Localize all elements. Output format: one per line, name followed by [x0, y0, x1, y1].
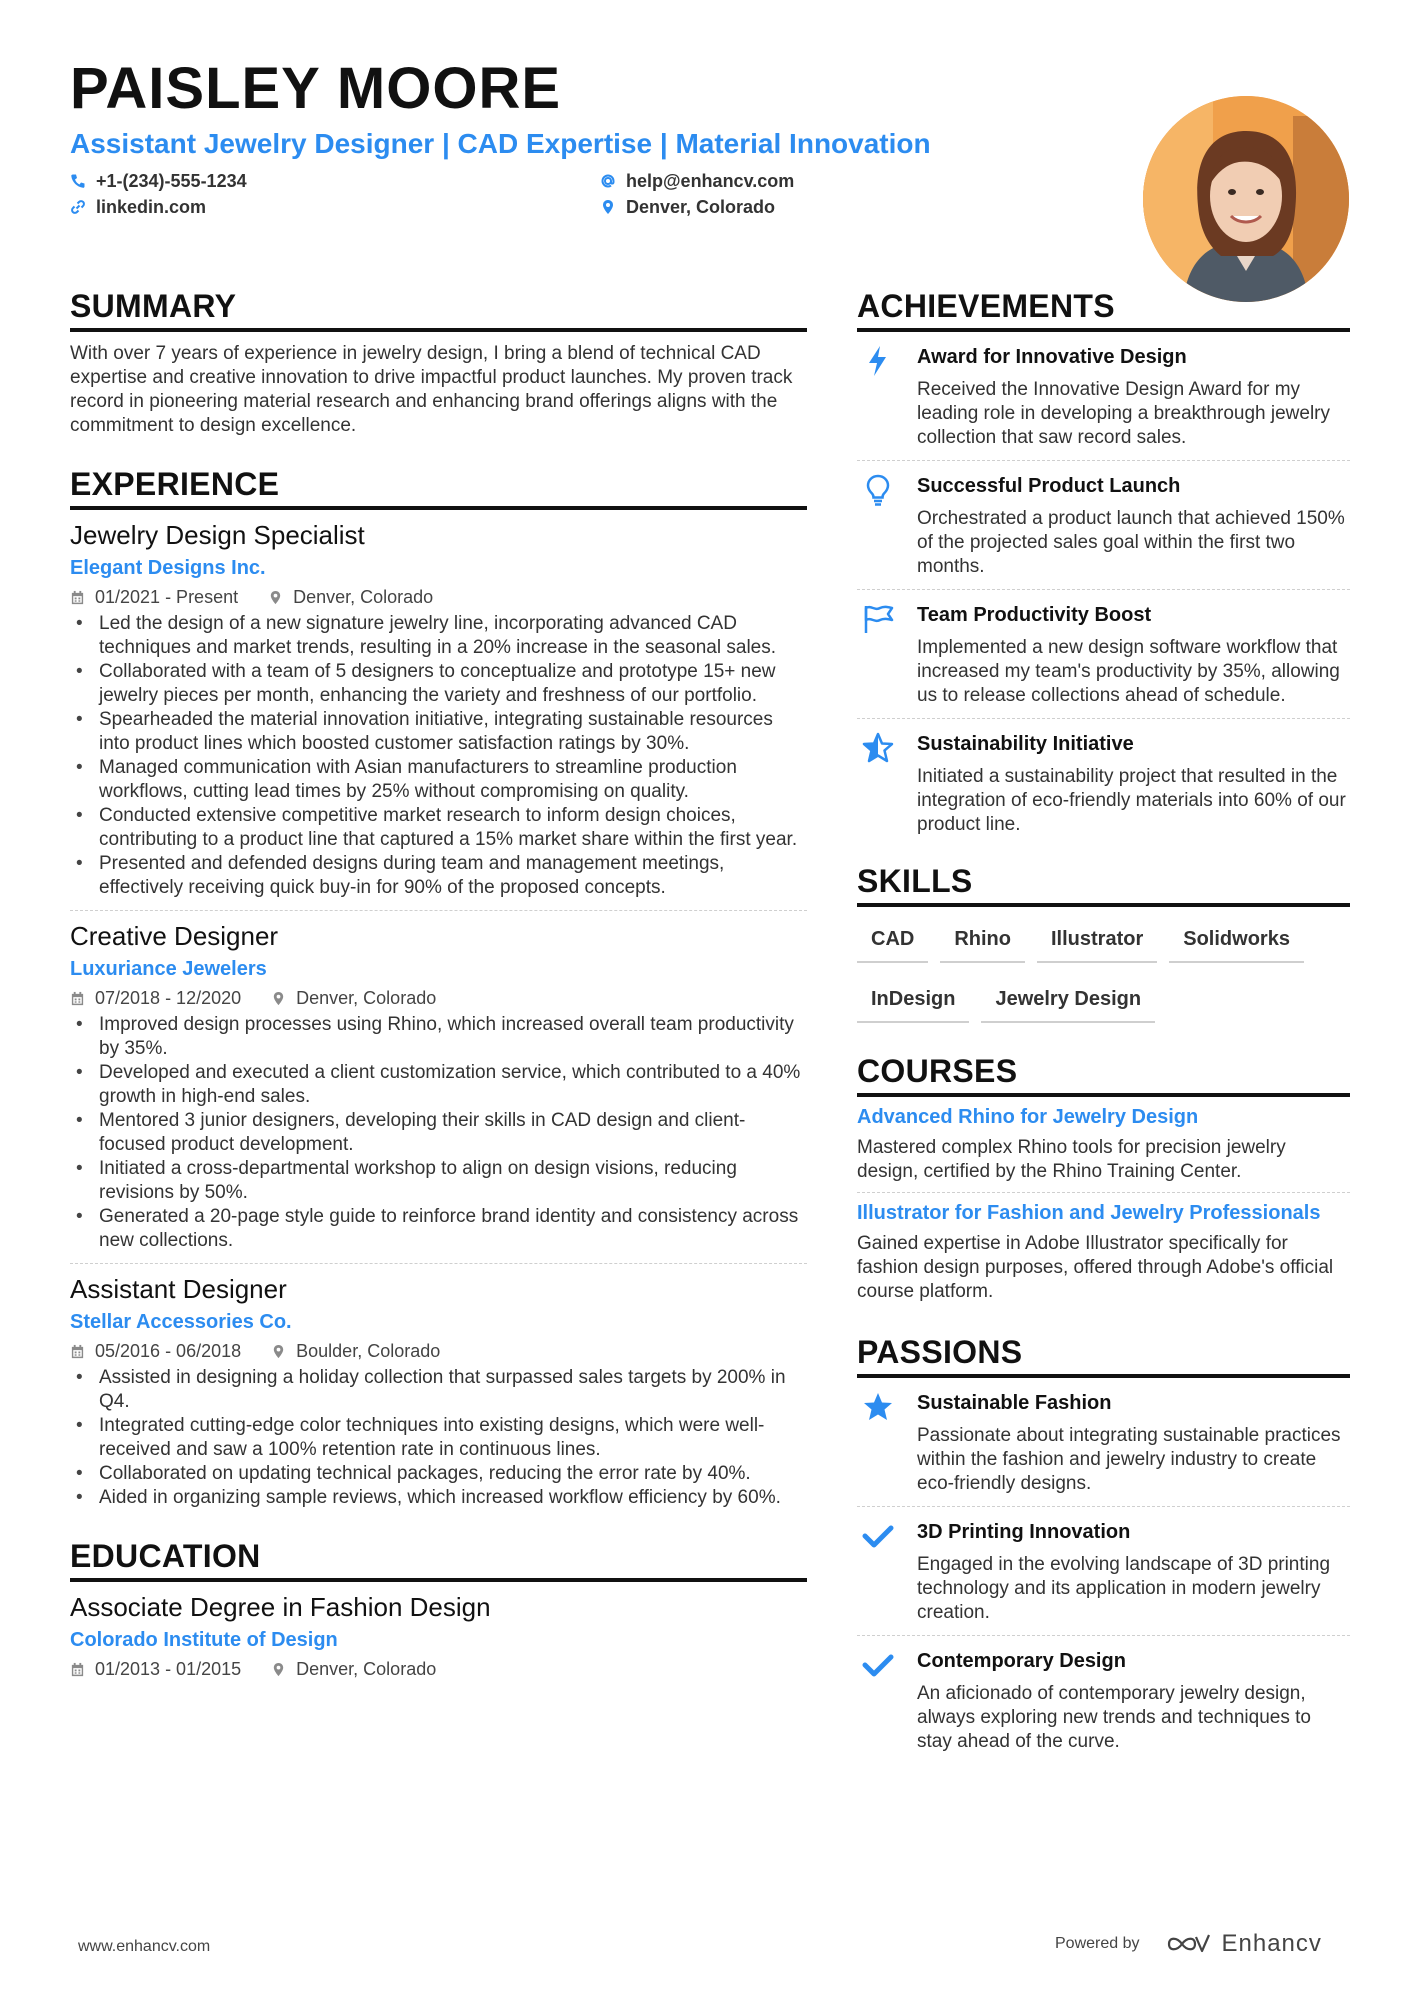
company-name: Stellar Accessories Co.	[70, 1311, 292, 1333]
job-title: Assistant Designer	[70, 1274, 287, 1304]
school-name: Colorado Institute of Design	[70, 1629, 338, 1651]
linkedin-text: linkedin.com	[96, 197, 207, 217]
brand-logo[interactable]	[1166, 1930, 1322, 1958]
passion-item	[857, 1636, 1350, 1764]
at-icon	[600, 173, 616, 189]
location-pin-icon	[271, 1662, 286, 1677]
job-dates	[70, 584, 238, 610]
location-pin-icon	[268, 590, 283, 605]
check-icon	[857, 1519, 917, 1625]
left-column	[70, 286, 807, 1692]
company-name: Elegant Designs Inc.	[70, 557, 266, 579]
experience-list	[70, 510, 807, 1520]
achievement-desc: Implemented a new design software workflow that increased my team's productivity by 35%, allowing us to release collections ahead of schedule.	[917, 637, 1340, 706]
bullet-item: • Collaborated on updating technical packages, reducing the error rate by 40%.	[70, 1462, 807, 1486]
contact-email[interactable]	[600, 168, 794, 194]
bullet-item: • Conducted extensive competitive market research to inform design choices, contributing to a product line that captured a 15% market share within the first year.	[70, 804, 807, 852]
resume-header	[70, 56, 1110, 224]
job-location	[268, 584, 433, 610]
job-title: Creative Designer	[70, 921, 279, 951]
location-text: Denver, Colorado	[626, 197, 776, 217]
skill-tag: Rhino	[940, 915, 1025, 963]
experience-entry	[70, 510, 807, 911]
calendar-icon	[70, 991, 85, 1006]
passion-title: Sustainable Fashion	[917, 1392, 1112, 1414]
contact-info	[70, 168, 1070, 224]
passion-desc: Engaged in the evolving landscape of 3D printing technology and its application in modern jewelry creation.	[917, 1554, 1331, 1623]
course-item	[857, 1193, 1350, 1312]
bullet-item: • Integrated cutting-edge color techniques into existing designs, which were well-received and saw a 100% retention rate in continuous lines.	[70, 1414, 807, 1462]
skill-tag: Solidworks	[1169, 915, 1304, 963]
achievement-desc: Orchestrated a product launch that achieved 150% of the projected sales goal within the first two months.	[917, 508, 1345, 577]
achievement-title: Award for Innovative Design	[917, 346, 1187, 368]
skill-tag: InDesign	[857, 975, 969, 1023]
achievement-title: Successful Product Launch	[917, 475, 1181, 497]
candidate-name: PAISLEY MOORE	[70, 56, 562, 121]
bullet-item: • Aided in organizing sample reviews, which increased workflow efficiency by 60%.	[70, 1486, 807, 1510]
contact-linkedin[interactable]	[70, 194, 206, 220]
job-meta	[70, 985, 807, 1011]
courses-heading: COURSES	[857, 1051, 1350, 1097]
education-heading: EDUCATION	[70, 1536, 807, 1582]
job-meta	[70, 1338, 807, 1364]
achievement-desc: Received the Innovative Design Award for my leading role in developing a breakthrough jewelry collection that saw record sales.	[917, 379, 1330, 448]
right-column	[857, 286, 1350, 1764]
bullet-item: • Generated a 20-page style guide to reinforce brand identity and consistency across new collections.	[70, 1205, 807, 1253]
link-icon	[70, 199, 86, 215]
calendar-icon	[70, 590, 85, 605]
skill-tag: Jewelry Design	[981, 975, 1155, 1023]
star-icon	[857, 1390, 917, 1496]
summary-heading: SUMMARY	[70, 286, 807, 332]
email-text: help@enhancv.com	[626, 171, 795, 191]
star-outline-icon	[857, 731, 917, 837]
passions-heading: PASSIONS	[857, 1332, 1350, 1378]
passion-item	[857, 1507, 1350, 1636]
flag-icon	[857, 602, 917, 708]
bullet-item: • Spearheaded the material innovation initiative, integrating sustainable resources into product lines which boosted customer satisfaction ratings by 30%.	[70, 708, 807, 756]
course-item	[857, 1097, 1350, 1193]
achievement-item	[857, 461, 1350, 590]
skills-heading: SKILLS	[857, 861, 1350, 907]
course-title: Illustrator for Fashion and Jewelry Professionals	[857, 1202, 1321, 1224]
dates-text: 07/2018 - 12/2020	[95, 988, 242, 1008]
job-dates	[70, 1338, 241, 1364]
bullet-item: • Presented and defended designs during team and management meetings, effectively receiving quick buy-in for 90% of the proposed concepts.	[70, 852, 807, 900]
dates-text: 01/2021 - Present	[95, 587, 239, 607]
lightbulb-icon	[857, 473, 917, 579]
courses-list	[857, 1097, 1350, 1312]
education-location	[271, 1656, 436, 1682]
summary-text: With over 7 years of experience in jewelry design, I bring a blend of technical CAD expertise and creative innovation to drive impactful product launches. My proven track record in pioneering material research and enhancing brand offerings aligns with the commitment to design excellence.	[70, 343, 793, 436]
bullet-item: • Improved design processes using Rhino, which increased overall team productivity by 35%.	[70, 1013, 807, 1061]
skill-tag: CAD	[857, 915, 928, 963]
profile-photo	[1143, 96, 1349, 302]
bullet-item: • Led the design of a new signature jewelry line, incorporating advanced CAD techniques and market trends, resulting in a 20% increase in the seasonal sales.	[70, 612, 807, 660]
calendar-icon	[70, 1344, 85, 1359]
location-pin-icon	[271, 1344, 286, 1359]
location-pin-icon	[271, 991, 286, 1006]
bullet-item: • Managed communication with Asian manufacturers to streamline production workflows, cutting lead times by 25% without compromising on quality.	[70, 756, 807, 804]
bullet-item: • Mentored 3 junior designers, developing their skills in CAD design and client-focused product development.	[70, 1109, 807, 1157]
job-meta	[70, 584, 807, 610]
phone-icon	[70, 173, 86, 189]
company-name: Luxuriance Jewelers	[70, 958, 267, 980]
skills-list	[857, 907, 1350, 1035]
passion-desc: Passionate about integrating sustainable practices within the fashion and jewelry industry to create eco-friendly designs.	[917, 1425, 1341, 1494]
job-location	[271, 985, 436, 1011]
education-meta	[70, 1656, 807, 1682]
passion-title: Contemporary Design	[917, 1650, 1126, 1672]
enhancv-logo-icon	[1166, 1931, 1212, 1957]
job-dates	[70, 985, 241, 1011]
experience-heading: EXPERIENCE	[70, 464, 807, 510]
passions-list	[857, 1378, 1350, 1764]
location-text: Denver, Colorado	[296, 1659, 437, 1679]
bullet-item: • Assisted in designing a holiday collection that surpassed sales targets by 200% in Q4.	[70, 1366, 807, 1414]
achievements-heading: ACHIEVEMENTS	[857, 286, 1350, 332]
dates-text: 05/2016 - 06/2018	[95, 1341, 242, 1361]
calendar-icon	[70, 1662, 85, 1677]
achievements-list	[857, 332, 1350, 847]
course-desc: Mastered complex Rhino tools for precision jewelry design, certified by the Rhino Training Center.	[857, 1137, 1286, 1182]
location-pin-icon	[600, 199, 616, 215]
course-title: Advanced Rhino for Jewelry Design	[857, 1106, 1199, 1128]
experience-entry	[70, 1264, 807, 1520]
achievement-item	[857, 590, 1350, 719]
footer-branding	[1055, 1930, 1322, 1958]
bullet-item: • Developed and executed a client customization service, which contributed to a 40% growth in high-end sales.	[70, 1061, 807, 1109]
passion-item	[857, 1378, 1350, 1507]
job-location	[271, 1338, 440, 1364]
location-text: Boulder, Colorado	[296, 1341, 441, 1361]
achievement-item	[857, 719, 1350, 847]
lightning-icon	[857, 344, 917, 450]
passion-desc: An aficionado of contemporary jewelry design, always exploring new trends and techniques to stay ahead of the curve.	[917, 1683, 1311, 1752]
education-dates	[70, 1656, 241, 1682]
course-desc: Gained expertise in Adobe Illustrator specifically for fashion design purposes, offered through Adobe's official course platform.	[857, 1233, 1334, 1302]
job-bullets	[70, 1366, 807, 1510]
bullet-item: • Collaborated with a team of 5 designers to conceptualize and prototype 15+ new jewelry pieces per month, enhancing the variety and freshness of our portfolio.	[70, 660, 807, 708]
education-entry	[70, 1582, 807, 1692]
portrait-image	[1143, 96, 1349, 302]
experience-entry	[70, 911, 807, 1264]
footer-website[interactable]: www.enhancv.com	[78, 1938, 211, 1955]
job-bullets	[70, 1013, 807, 1253]
achievement-title: Team Productivity Boost	[917, 604, 1152, 626]
check-icon	[857, 1648, 917, 1754]
job-bullets	[70, 612, 807, 900]
location-text: Denver, Colorado	[296, 988, 437, 1008]
achievement-item	[857, 332, 1350, 461]
achievement-desc: Initiated a sustainability project that resulted in the integration of eco-friendly materials into 60% of our product line.	[917, 766, 1346, 835]
skill-tag: Illustrator	[1037, 915, 1157, 963]
contact-location	[600, 194, 775, 220]
job-title: Jewelry Design Specialist	[70, 520, 365, 550]
bullet-item: • Initiated a cross-departmental workshop to align on design visions, reducing revisions by 50%.	[70, 1157, 807, 1205]
powered-by-text: Powered by	[1055, 1935, 1140, 1952]
brand-name: Enhancv	[1221, 1930, 1322, 1957]
location-text: Denver, Colorado	[293, 587, 434, 607]
degree-title: Associate Degree in Fashion Design	[70, 1592, 491, 1622]
contact-phone[interactable]	[70, 168, 247, 194]
achievement-title: Sustainability Initiative	[917, 733, 1134, 755]
passion-title: 3D Printing Innovation	[917, 1521, 1131, 1543]
phone-text: +1-(234)-555-1234	[96, 171, 247, 191]
dates-text: 01/2013 - 01/2015	[95, 1659, 242, 1679]
candidate-title: Assistant Jewelry Designer | CAD Expertise | Material Innovation	[70, 128, 931, 159]
